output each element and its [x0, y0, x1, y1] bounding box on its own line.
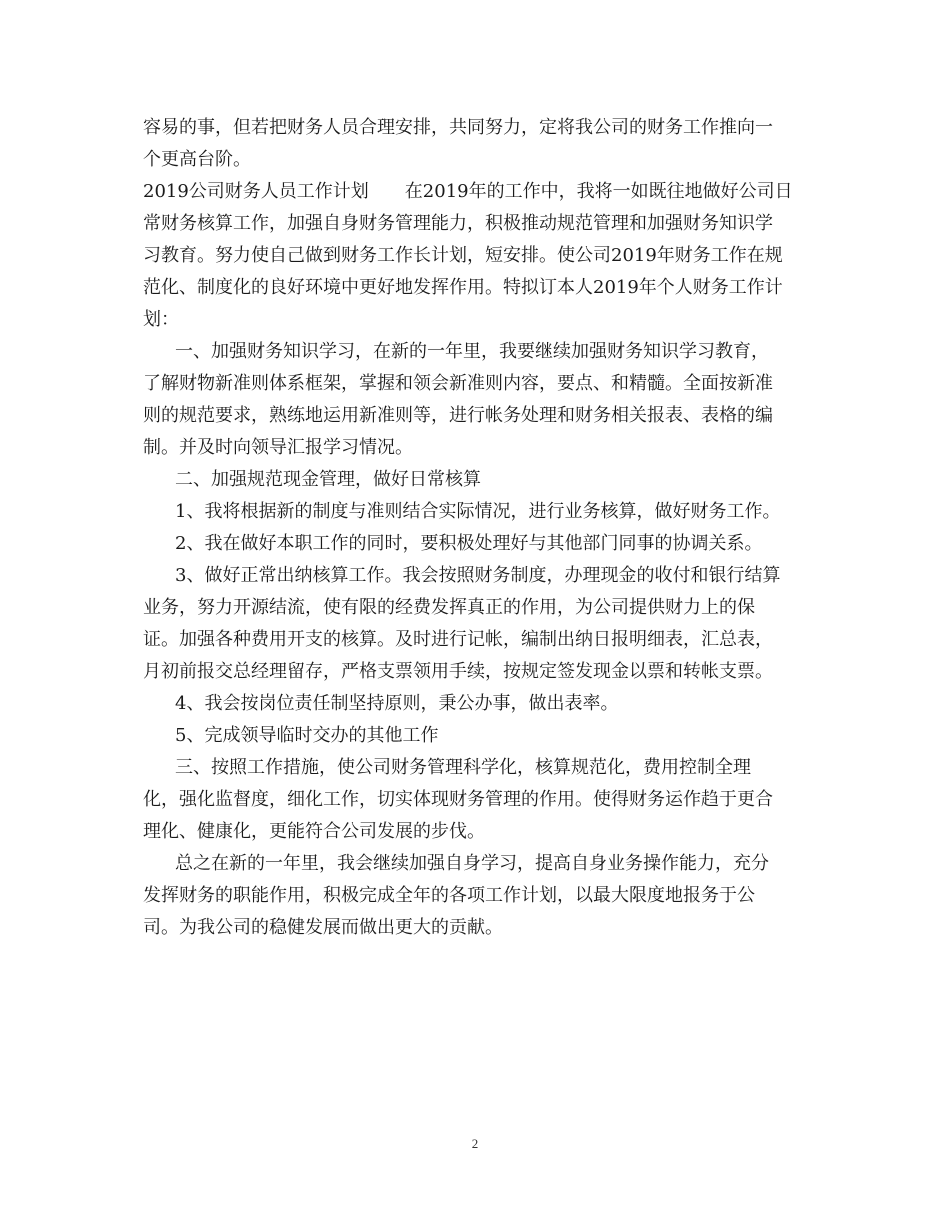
page-number: 2 [471, 1136, 479, 1151]
text-line: 月初前报交总经理留存，严格支票领用手续，按规定签发现金以票和转帐支票。 [143, 661, 773, 682]
text-line: 制。并及时向领导汇报学习情况。 [143, 437, 413, 458]
body-text [143, 112, 808, 944]
text-line: 化，强化监督度，细化工作，切实体现财务管理的作用。使得财务运作趋于更合 [143, 789, 773, 810]
text-line: 则的规范要求，熟练地运用新准则等，进行帐务处理和财务相关报表、表格的编 [143, 405, 773, 426]
text-line: 业务，努力开源结流，使有限的经费发挥真正的作用，为公司提供财力上的保 [143, 597, 755, 618]
text-line: 司。为我公司的稳健发展而做出更大的贡献。 [143, 917, 503, 938]
text-line: 范化、制度化的良好环境中更好地发挥作用。特拟订本人2019年个人财务工作计 [143, 277, 783, 298]
text-line: 5、完成领导临时交办的其他工作 [175, 725, 439, 746]
text-line: 1、我将根据新的制度与准则结合实际情况，进行业务核算，做好财务工作。 [175, 501, 781, 522]
text-line: 个更高台阶。 [143, 149, 251, 170]
text-line: 2、我在做好本职工作的同时，要积极处理好与其他部门同事的协调关系。 [175, 533, 763, 554]
text-line: 发挥财务的职能作用，积极完成全年的各项工作计划，以最大限度地报务于公 [143, 885, 755, 906]
text-line: 习教育。努力使自己做到财务工作长计划，短安排。使公司2019年财务工作在规 [143, 245, 783, 266]
text-line: 4、我会按岗位责任制坚持原则，秉公办事，做出表率。 [175, 693, 619, 714]
text-line: 常财务核算工作，加强自身财务管理能力，积极推动规范管理和加强财务知识学 [143, 213, 773, 234]
text-line: 了解财物新准则体系框架，掌握和领会新准则内容，要点、和精髓。全面按新准 [143, 373, 773, 394]
text-line: 3、做好正常出纳核算工作。我会按照财务制度，办理现金的收付和银行结算 [175, 565, 781, 586]
text-line: 二、加强规范现金管理，做好日常核算 [175, 469, 481, 490]
text-line: 证。加强各种费用开支的核算。及时进行记帐，编制出纳日报明细表，汇总表， [143, 629, 773, 650]
text-line: 三、按照工作措施，使公司财务管理科学化，核算规范化，费用控制全理 [175, 757, 751, 778]
text-line: 理化、健康化，更能符合公司发展的步伐。 [143, 821, 485, 842]
text-line: 一、加强财务知识学习，在新的一年里，我要继续加强财务知识学习教育， [175, 341, 769, 362]
text-line: 划： [143, 309, 179, 330]
text-line: 容易的事，但若把财务人员合理安排，共同努力，定将我公司的财务工作推向一 [143, 117, 773, 138]
text-line: 2019公司财务人员工作计划 在2019年的工作中，我将一如既往地做好公司日 [143, 181, 793, 202]
text-line: 总之在新的一年里，我会继续加强自身学习，提高自身业务操作能力，充分 [175, 853, 769, 874]
